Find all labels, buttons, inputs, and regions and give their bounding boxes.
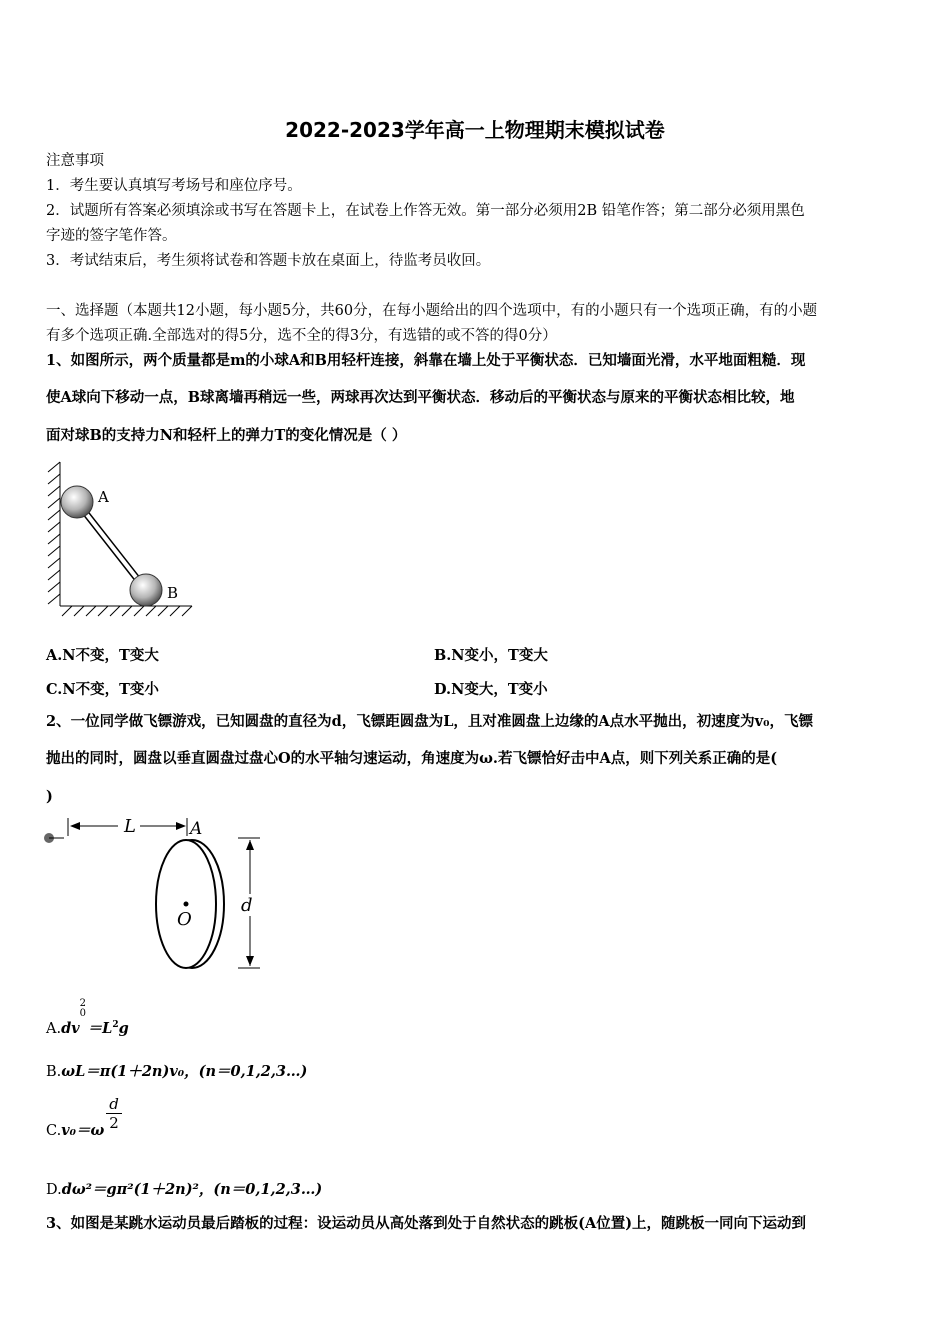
label-b: B (167, 584, 179, 602)
ball-a (61, 486, 93, 518)
label-a: A (98, 488, 109, 506)
page-title: 2022-2023学年高一上物理期末模拟试卷 (285, 118, 665, 142)
expr-g: g (118, 1019, 129, 1037)
fraction-denominator: 2 (106, 1113, 122, 1132)
q2-option-c[interactable] (46, 1121, 104, 1141)
expr: ωL＝π(1＋2n)v₀，(n＝0,1,2,3…) (61, 1063, 308, 1080)
option-letter: D. (46, 1182, 62, 1198)
expr: dω²＝gπ²(1＋2n)²，(n＝0,1,2,3…) (61, 1181, 323, 1198)
option-letter: B. (46, 1064, 62, 1080)
notice-heading: 注意事项 (46, 153, 104, 169)
section-heading-cont: 有多个选项正确.全部选对的得5分，选不全的得3分，有选错的或不答的得0分） (46, 328, 557, 344)
q1-stem: 使A球向下移动一点，B球离墙再稍远一些，两球再次达到平衡状态．移动后的平衡状态与原来的平衡状态相比较，地 (46, 389, 795, 406)
q1-stem: 1、如图所示，两个质量都是m的小球A和B用轻杆连接，斜靠在墙上处于平衡状态．已知墙面光滑，水平地面粗糙．现 (46, 352, 806, 369)
q1-stem: 面对球B的支持力N和轻杆上的弹力T的变化情况是（ ） (46, 427, 407, 444)
q1-option-d[interactable]: D.N变大，T变小 (434, 681, 548, 698)
section-heading: 一、选择题（本题共12小题，每小题5分，共60分，在每小题给出的四个选项中，有的小题只有一个选项正确，有的小题 (46, 303, 818, 319)
q3-stem: 3、如图是某跳水运动员最后踏板的过程：设运动员从高处落到处于自然状态的跳板(A位置)上，随跳板一同向下运动到 (46, 1215, 807, 1232)
expr-sq: 2 (112, 1020, 119, 1030)
label-a-point: A (190, 819, 203, 839)
sup-bottom: 0 (79, 1008, 87, 1019)
q1-figure (40, 458, 200, 618)
q2-option-d[interactable] (46, 1180, 322, 1200)
notice-item: 字迹的签字笔作答。 (46, 228, 177, 244)
disc (156, 840, 224, 968)
stacked-sup (79, 998, 88, 1035)
q1-option-c[interactable]: C.N不变，T变小 (46, 681, 159, 698)
q2-stem: ) (46, 788, 53, 805)
label-d: d (241, 895, 253, 916)
expr-dv: dv (61, 1019, 80, 1037)
option-letter: A. (46, 1020, 62, 1037)
q1-option-a[interactable]: A.N不变，T变大 (46, 647, 159, 664)
expr: v₀＝ω (61, 1122, 105, 1139)
fraction (106, 1095, 122, 1132)
expr-eq: ＝L (87, 1019, 113, 1037)
q2-figure (40, 812, 280, 977)
q2-option-b[interactable] (46, 1062, 307, 1082)
center-o (184, 902, 189, 907)
wall-hatching (48, 462, 60, 606)
option-letter: C. (46, 1123, 62, 1139)
notice-item: 3．考试结束后，考生须将试卷和答题卡放在桌面上，待监考员收回。 (46, 253, 491, 269)
label-o: O (177, 909, 192, 930)
q2-stem: 抛出的同时，圆盘以垂直圆盘过盘心O的水平轴匀速运动，角速度为ω.若飞镖恰好击中A点，则下列关系正确的是( (46, 750, 778, 767)
fraction-numerator: d (109, 1095, 119, 1113)
rod (77, 502, 146, 590)
label-l: L (124, 816, 136, 837)
q2-option-a[interactable] (46, 998, 129, 1039)
ball-b (130, 574, 162, 606)
q1-option-b[interactable]: B.N变小，T变大 (434, 647, 548, 664)
notice-item: 2．试题所有答案必须填涂或书写在答题卡上，在试卷上作答无效。第一部分必须用2B 铅笔作答；第二部分必须用黑色 (46, 203, 805, 219)
sup-top: 2 (79, 998, 87, 1009)
notice-item: 1．考生要认真填写考场号和座位序号。 (46, 178, 302, 194)
q2-stem: 2、一位同学做飞镖游戏，已知圆盘的直径为d，飞镖距圆盘为L，且对准圆盘上边缘的A点水平抛出，初速度为v₀，飞镖 (46, 713, 813, 730)
ground-hatching (60, 606, 192, 616)
